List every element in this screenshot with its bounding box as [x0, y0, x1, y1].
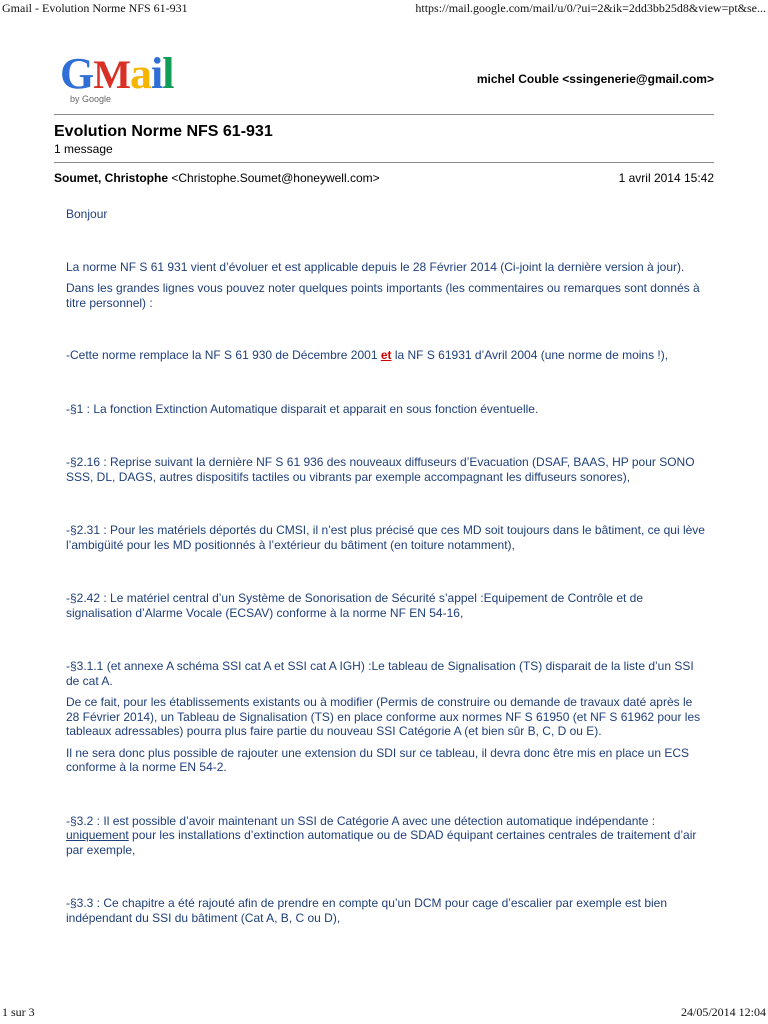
- paragraph: Il ne sera donc plus possible de rajouter une extension du SDI sur ce tableau, il devra donc être mis en place un ECS conforme à la norme EN 54-2.: [66, 745, 690, 774]
- message-body: [66, 207, 706, 925]
- account-email: michel Couble <ssingenerie@gmail.com>: [476, 72, 714, 86]
- gmail-logo: [60, 50, 184, 106]
- thread-subject: Evolution Norme NFS 61-931: [54, 123, 273, 140]
- paragraph: [66, 348, 706, 363]
- paragraph: -§2.31 : Pour les matériels déportés du CMSI, il n’est plus précisé que ces MD soit toujours dans le bâtiment, ce qui lève l’ambigüité pour les MD positionnés à l’extérieur du bâtiment (en toiture notamment),: [66, 523, 705, 552]
- paragraph: -§1 : La fonction Extinction Automatique disparait et apparait en sous fonction éventuelle.: [66, 401, 539, 416]
- print-timestamp: 24/05/2014 12:04: [680, 1005, 766, 1019]
- message-sender: [54, 171, 380, 185]
- sender-name: Soumet, Christophe: [54, 171, 169, 185]
- divider: [54, 162, 714, 163]
- paragraph: La norme NF S 61 931 vient d’évoluer et est applicable depuis le 28 Février 2014 (Ci-joint la dernière version à jour).: [66, 259, 685, 274]
- paragraph: -§2.42 : Le matériel central d’un Système de Sonorisation de Sécurité s’appel :Equipement de Contrôle et de signalisation d’Alarme Vocale (ECSAV) conforme à la norme NF EN 54-16,: [66, 591, 644, 620]
- highlighted-word: et: [380, 348, 392, 362]
- sender-email: <Christophe.Soumet@honeywell.com>: [171, 171, 380, 185]
- paragraph: -§3.1.1 (et annexe A schéma SSI cat A et SSI cat A IGH) :Le tableau de Signalisation (TS) disparait de la liste d’un SSI de cat A.: [66, 659, 694, 688]
- paragraph: De ce fait, pour les établissements existants ou à modifier (Permis de construire ou demande de travaux daté après le 28 Février 2014), un Tableau de Signalisation (TS) en place conforme aux normes NF S 61950 (et NF S 61962 pour les tableaux adressables) pourra plus faire partie du nouveau SSI Catégorie A (et bien sûr B, C, D ou E).: [66, 695, 701, 738]
- underlined-word: uniquement: [66, 828, 129, 842]
- paragraph: -§3.3 : Ce chapitre a été rajouté afin de prendre en compte qu’un DCM pour cage d’escalier par exemple est bien indépendant du SSI du bâtiment (Cat A, B, C ou D),: [66, 896, 668, 925]
- print-page-url: https://mail.google.com/mail/u/0/?ui=2&ik=2dd3bb25d8&view=pt&se...: [415, 1, 766, 15]
- print-footer: [0, 1006, 768, 1024]
- by-google-label: by Google: [70, 94, 112, 104]
- divider: [54, 114, 714, 115]
- text-part: pour les installations d’extinction automatique ou de SDAD équipant certaines centrales de traitement d’air par exemple,: [66, 828, 697, 857]
- print-header: [0, 0, 768, 16]
- gmail-logo-icon: GMail: [60, 49, 174, 98]
- message-count: 1 message: [54, 142, 113, 156]
- paragraph: -§2.16 : Reprise suivant la dernière NF S 61 936 des nouveaux diffuseurs d’Evacuation (DSAF, BAAS, HP pour SONO SSS, DL, DAGS, autres dispositifs tactiles ou vibrants par exemple accompagnant les diffuseurs sonores),: [66, 455, 695, 484]
- page-number: 1 sur 3: [2, 1005, 35, 1019]
- print-page-title: Gmail - Evolution Norme NFS 61-931: [2, 1, 188, 15]
- paragraph: Dans les grandes lignes vous pouvez noter quelques points importants (les commentaires ou remarques sont donnés à titre personnel) :: [66, 281, 700, 310]
- text-part: -Cette norme remplace la NF S 61 930 de Décembre 2001: [66, 348, 381, 362]
- paragraph: [66, 814, 706, 858]
- text-part: la NF S 61931 d’Avril 2004 (une norme de moins !),: [391, 348, 669, 362]
- message-date: 1 avril 2014 15:42: [618, 171, 714, 185]
- greeting: Bonjour: [66, 207, 108, 221]
- text-part: -§3.2 : Il est possible d’avoir maintenant un SSI de Catégorie A avec une détection automatique indépendante :: [66, 813, 656, 828]
